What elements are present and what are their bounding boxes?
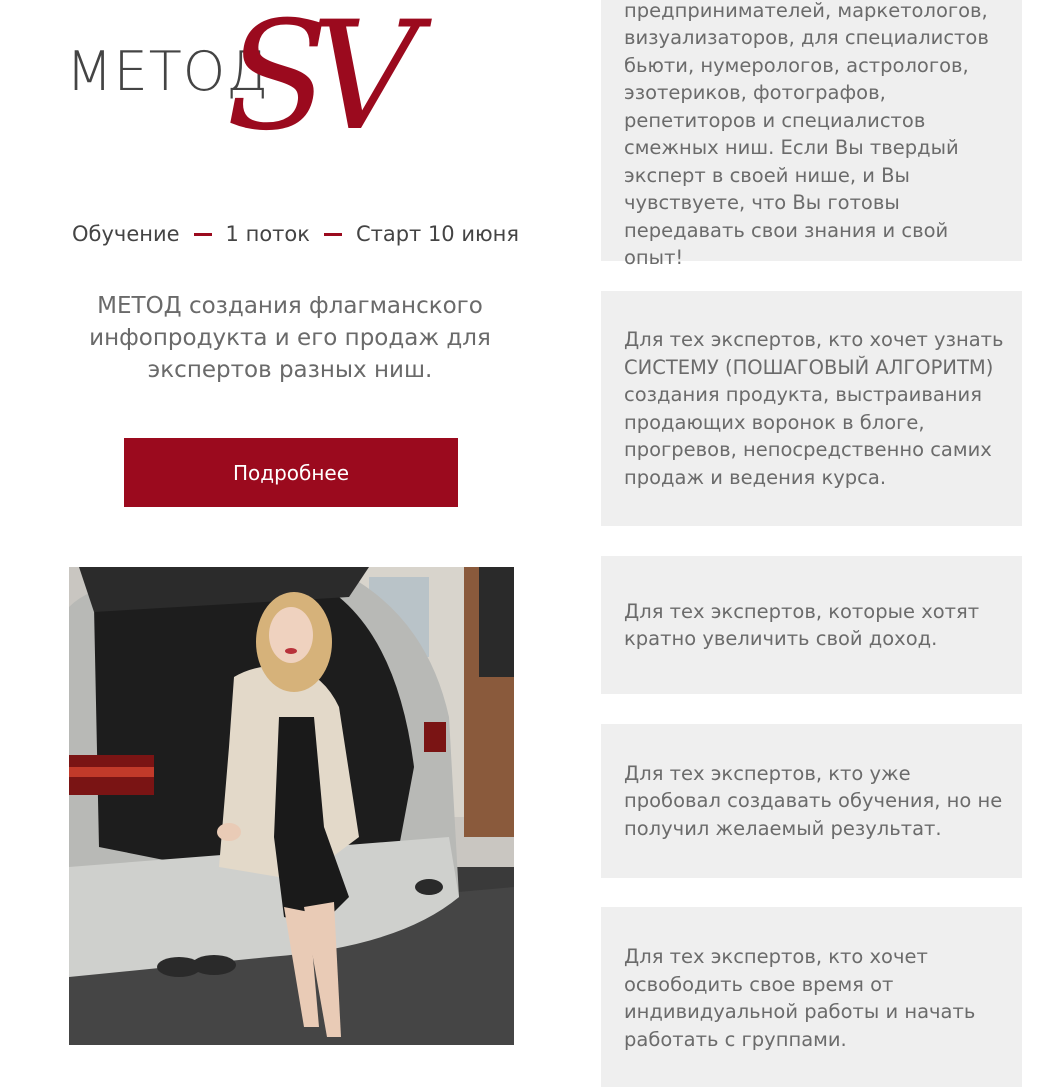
audience-card-text: Для тех экспертов, кто уже пробовал создавать обучения, но не получил желаемый результат.: [624, 761, 1003, 840]
course-meta-line: [72, 222, 542, 246]
dash-separator: [194, 233, 212, 236]
hero-photo: [69, 567, 514, 1045]
audience-card: [601, 291, 1022, 526]
audience-card-text: предпринимателей, маркетологов, визуализаторов, для специалистов бьюти, нумерологов, астрологов, эзотериков, фотографов, репетиторов и специалистов смежных ниш. Если Вы твердый эксперт в своей нише, и Вы чувствуете, что Вы готовы передавать свои знания и свой опыт!: [624, 0, 989, 270]
audience-card: [601, 907, 1022, 1087]
meta-stream: 1 поток: [225, 222, 310, 246]
woman-in-car-trunk-image: [69, 567, 514, 1045]
audience-card-text: Для тех экспертов, кто хочет узнать СИСТЕМУ (ПОШАГОВЫЙ АЛГОРИТМ) создания продукта, выстраивания продающих воронок в блоге, прогревов, непосредственно самих продаж и ведения курса.: [624, 328, 1004, 489]
audience-card: [601, 556, 1022, 694]
logo-word: МЕТОД: [66, 40, 270, 103]
audience-card: [601, 0, 1022, 270]
meta-start-date: Старт 10 июня: [355, 222, 520, 246]
hero-tagline: МЕТОД создания флагманского инфопродукта и его продаж для экспертов разных ниш.: [89, 293, 491, 383]
dash-separator: [324, 233, 342, 236]
audience-card: [601, 724, 1022, 878]
audience-card-text: Для тех экспертов, кто хочет освободить свое время от индивидуальной работы и начать работать с группами.: [624, 945, 976, 1051]
meta-training: Обучение: [72, 222, 180, 246]
audience-card-text: Для тех экспертов, которые хотят кратно увеличить свой доход.: [624, 599, 980, 650]
logo-sv-monogram: SV: [226, 0, 402, 164]
details-button[interactable]: Подробнее: [124, 438, 458, 507]
audience-column: [601, 0, 1022, 1051]
method-sv-logo: [66, 0, 526, 180]
